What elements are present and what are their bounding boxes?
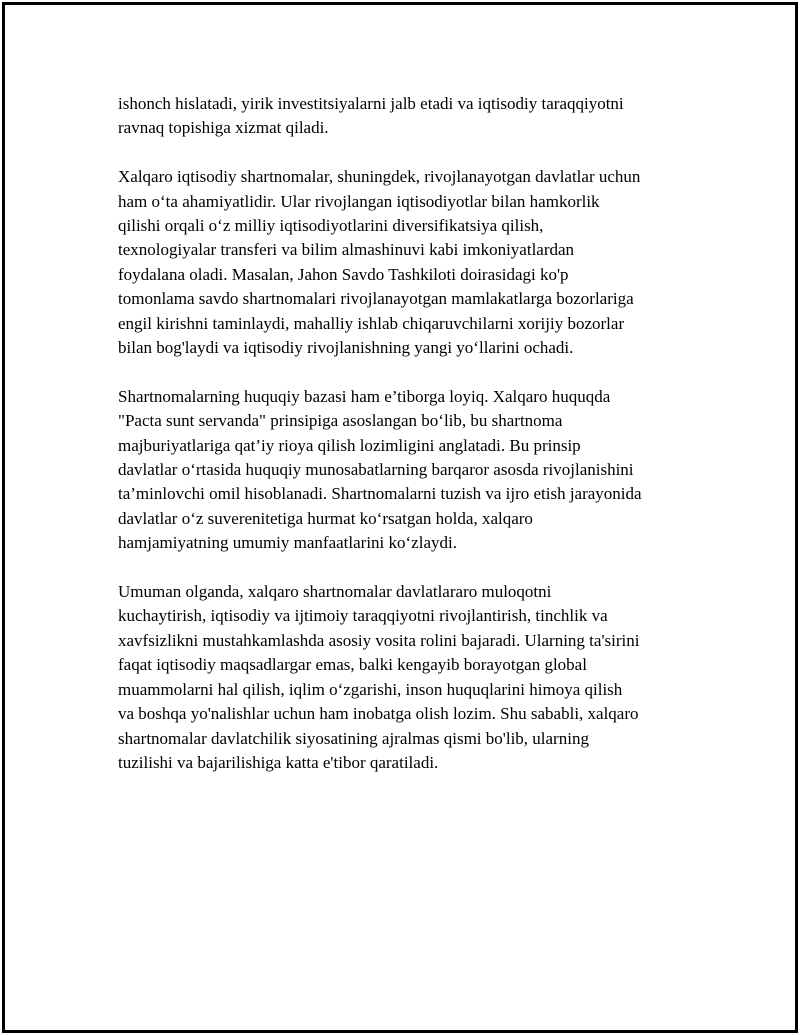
document-body [118, 92, 698, 800]
paragraph-3: Shartnomalarning huquqiy bazasi ham e’tiborga loyiq. Xalqaro huquqda "Pacta sunt servanda" prinsipiga asoslangan bo‘lib, bu shartnoma majburiyatlariga qat’iy rioya qilish lozimligini anglatadi. Bu prinsip davlatlar o‘rtasida huquqiy munosabatlarning barqaror asosda rivojlanishini ta’minlovchi omil hisoblanadi. Shartnomalarni tuzish va ijro etish jarayonida davlatlar o‘z suverenitetiga hurmat ko‘rsatgan holda, xalqaro hamjamiyatning umumiy manfaatlarini ko‘zlaydi. [118, 386, 642, 553]
paragraph-4: Umuman olganda, xalqaro shartnomalar davlatlararo muloqotni kuchaytirish, iqtisodiy va ijtimoiy taraqqiyotni rivojlantirish, tinchlik va xavfsizlikni mustahkamlashda asosiy vosita rolini bajaradi. Ularning ta'sirini faqat iqtisodiy maqsadlargar emas, balki kengayib borayotgan global muammolarni hal qilish, iqlim o‘zgarishi, inson huquqlarini himoya qilish va boshqa yo'nalishlar uchun ham inobatga olish lozim. Shu sababli, xalqaro shartnomalar davlatchilik siyosatining ajralmas qismi bo'lib, ularning tuzilishi va bajarilishiga katta e'tibor qaratiladi. [118, 582, 640, 772]
paragraph-2: Xalqaro iqtisodiy shartnomalar, shuningdek, rivojlanayotgan davlatlar uchun ham o‘ta ahamiyatlidir. Ular rivojlangan iqtisodiyotlar bilan hamkorlik qilishi orqali o‘z milliy iqtisodiyotlarini diversifikatsiya qilish, texnologiyalar transferi va bilim almashinuvi kabi imkoniyatlardan foydalana oladi. Masalan, Jahon Savdo Tashkiloti doirasidagi ko'p tomonlama savdo shartnomalari rivojlanayotgan mamlakatlarga bozorlariga engil kirishni taminlaydi, mahalliy ishlab chiqaruvchilarni xorijiy bozorlar bilan bog'laydi va iqtisodiy rivojlanishning yangi yo‘llarini ochadi. [118, 167, 641, 358]
paragraph-1: ishonch hislatadi, yirik investitsiyalarni jalb etadi va iqtisodiy taraqqiyotni ravnaq topishiga xizmat qiladi. [118, 94, 624, 138]
